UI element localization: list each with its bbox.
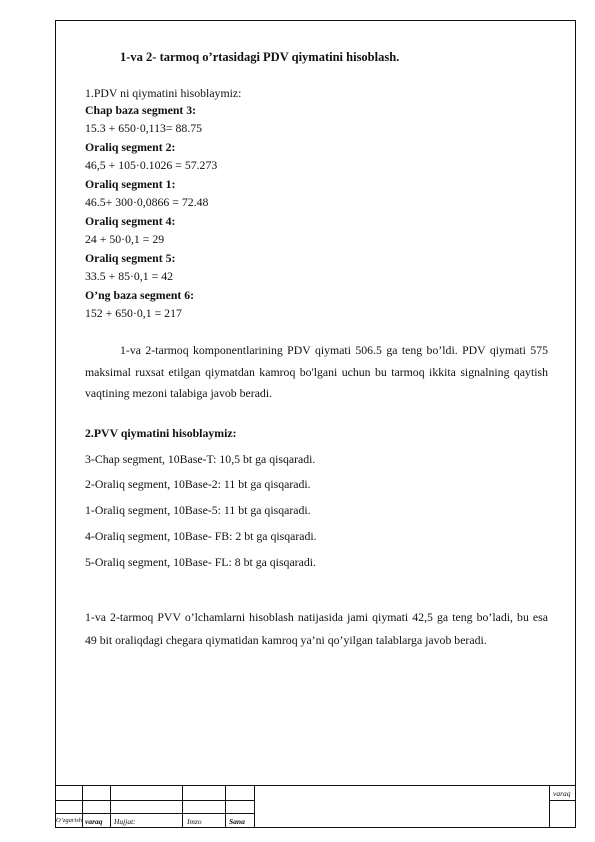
stamp-imzo: Imzo <box>187 817 202 826</box>
segment-formula: 46,5 + 105·0.1026 = 57.273 <box>85 158 218 172</box>
segment-label: Chap baza segment 3: <box>85 103 197 117</box>
pvv-item: 4-Oraliq segment, 10Base- FB: 2 bt ga qisqaradi. <box>85 529 317 543</box>
segment-label: Oraliq segment 4: <box>85 214 176 228</box>
segment-label: O’ng baza segment 6: <box>85 288 195 302</box>
stamp-hujjat: Hujjat: <box>114 817 136 826</box>
segment-formula: 24 + 50·0,1 = 29 <box>85 232 165 246</box>
pvv-item: 2-Oraliq segment, 10Base-2: 11 bt ga qisqaradi. <box>85 477 311 491</box>
stamp-ozgarish: O’zgarish <box>56 817 83 824</box>
page-title: 1-va 2- tarmoq o’rtasidagi PDV qiymatini hisoblash. <box>120 50 400 64</box>
segment-formula: 46.5+ 300·0,0866 = 72.48 <box>85 195 209 209</box>
segment-formula: 33.5 + 85·0,1 = 42 <box>85 269 174 283</box>
pdv-intro: 1.PDV ni qiymatini hisoblaymiz: <box>85 86 242 100</box>
segment-formula: 15.3 + 650·0,113= 88.75 <box>85 121 203 135</box>
pvv-item: 3-Chap segment, 10Base-T: 10,5 bt ga qisqaradi. <box>85 452 316 466</box>
stamp-sana: Sana <box>229 817 245 826</box>
stamp-varaq: varaq <box>85 817 103 826</box>
segment-label: Oraliq segment 2: <box>85 140 176 154</box>
pdv-conclusion: 1-va 2-tarmoq komponentlarining PDV qiymati 506.5 ga teng bo’ldi. PDV qiymati 575 maksimal ruxsat etilgan qiymatdan kamroq bo'lgani uchun bu tarmoq ikkita signalning qaytish vaqtining mezoni talabiga javob beradi. <box>85 343 548 400</box>
segment-label: Oraliq segment 1: <box>85 177 176 191</box>
pvv-item: 1-Oraliq segment, 10Base-5: 11 bt ga qisqaradi. <box>85 503 311 517</box>
segment-formula: 152 + 650·0,1 = 217 <box>85 306 182 320</box>
stamp-varaq-top: varaq <box>553 789 571 798</box>
segment-label: Oraliq segment 5: <box>85 251 176 265</box>
pvv-heading: 2.PVV qiymatini hisoblaymiz: <box>85 426 237 440</box>
pvv-conclusion: 1-va 2-tarmoq PVV o’lchamlarni hisoblash natijasida jami qiymati 42,5 ga teng bo’ladi, bu esa 49 bit oraliqdagi chegara qiymatidan kamroq ya’ni qo’yilgan talablarga javob beradi. <box>85 610 548 647</box>
pvv-item: 5-Oraliq segment, 10Base- FL: 8 bt ga qisqaradi. <box>85 555 316 569</box>
